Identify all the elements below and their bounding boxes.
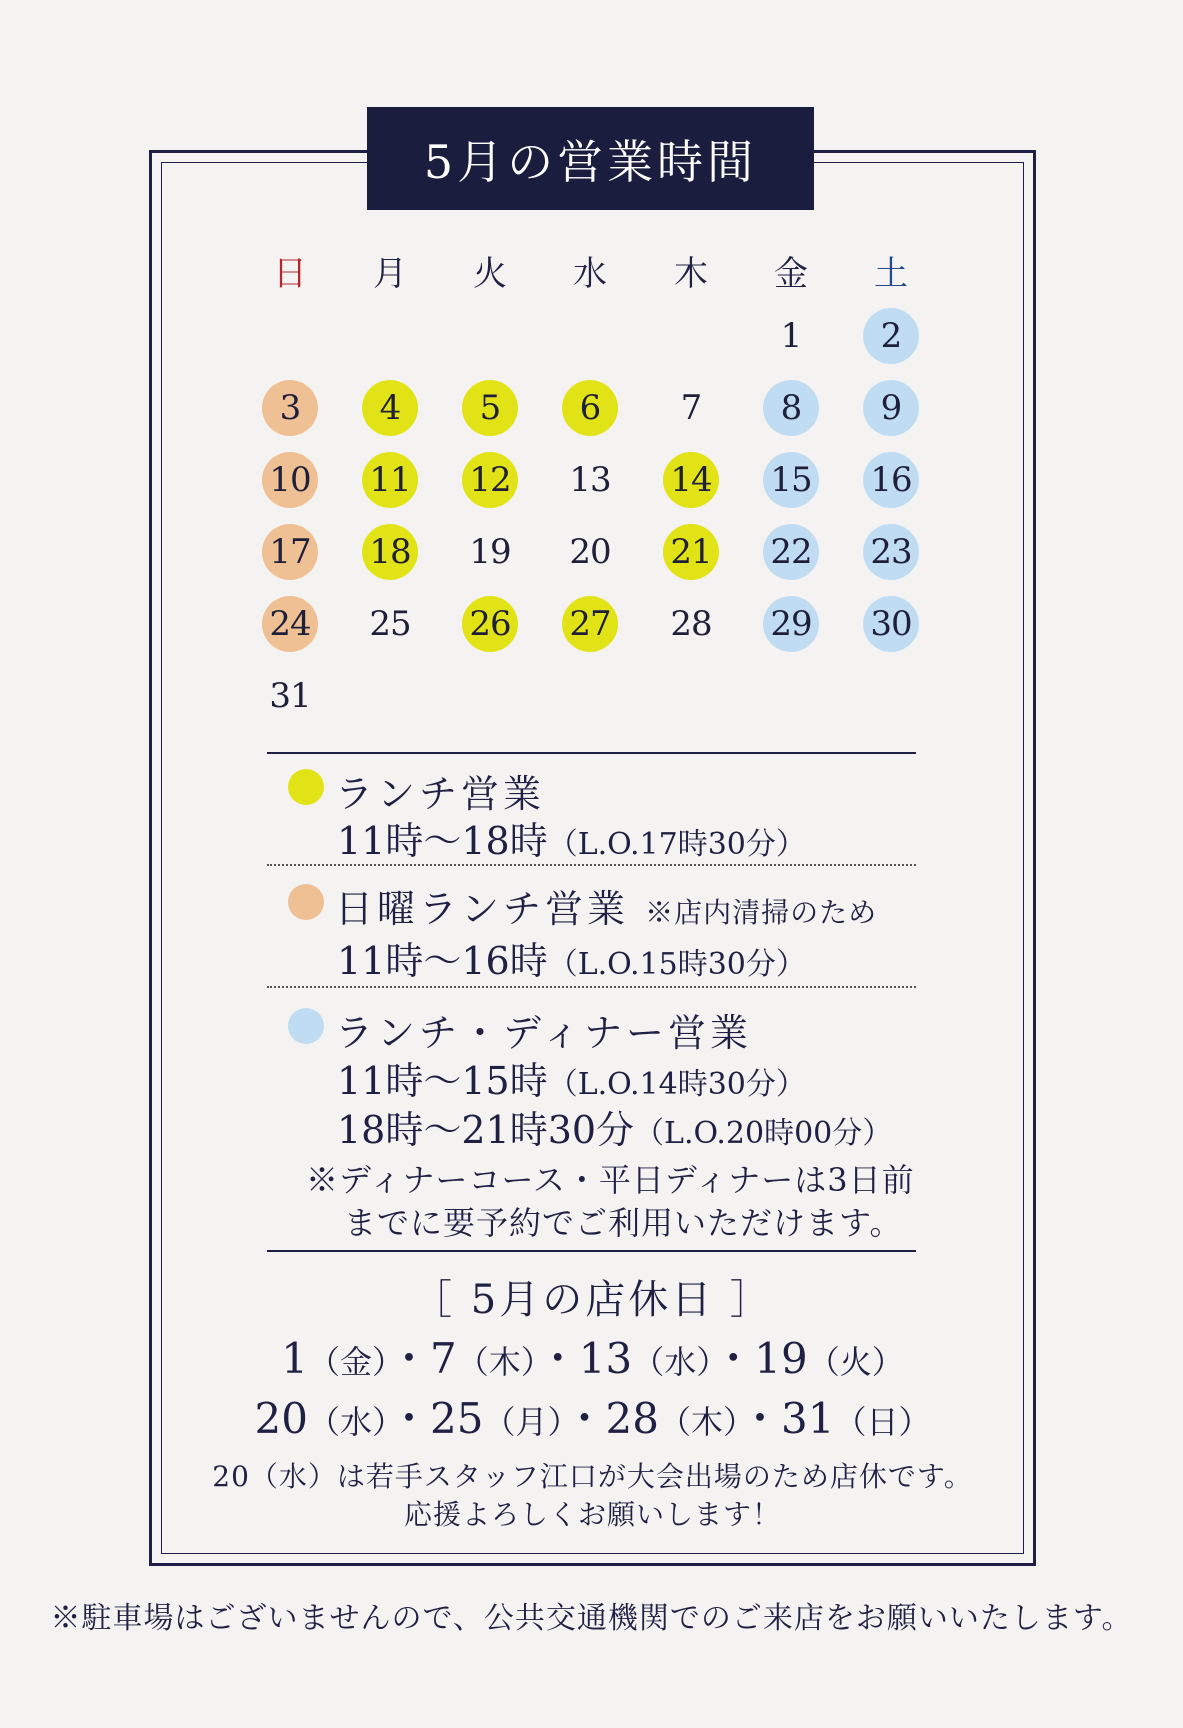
calendar-day-27: 27	[562, 596, 618, 652]
holiday-weekday: （水）	[307, 1403, 388, 1441]
calendar-day-31: 31	[269, 676, 311, 716]
closure-message-2: 応援よろしくお願いします！	[403, 1498, 781, 1531]
sunday-legend-dot	[288, 884, 324, 920]
weekday-label: 日	[273, 254, 307, 294]
sunday-legend-title-row	[335, 878, 877, 933]
calendar-day-9: 9	[863, 380, 919, 436]
dinner-hours-lunch: 11時〜15時	[337, 1059, 548, 1103]
holidays-line-1	[161, 1326, 1024, 1386]
calendar-day-6: 6	[562, 380, 618, 436]
sunday-legend-title: 日曜ランチ営業	[335, 887, 630, 931]
dinner-reservation-note-1: ※ディナーコース・平日ディナーは3日前	[306, 1161, 915, 1199]
page-title-text: 5月の営業時間	[423, 134, 758, 189]
holiday-weekday: （木）	[658, 1403, 739, 1441]
calendar-day-14: 14	[663, 452, 719, 508]
calendar-day-12: 12	[462, 452, 518, 508]
holiday-date: 25	[430, 1394, 484, 1443]
dinner-legend-hours-row-1	[337, 1050, 806, 1105]
calendar-day-11: 11	[362, 452, 418, 508]
calendar-day-15: 15	[763, 452, 819, 508]
calendar-day-25: 25	[369, 604, 411, 644]
calendar-day-23: 23	[863, 524, 919, 580]
holiday-date: 1	[281, 1334, 308, 1383]
dotted-divider	[267, 864, 916, 866]
calendar-day-4: 4	[362, 380, 418, 436]
calendar-day-3: 3	[262, 380, 318, 436]
lunch-legend-hours-row	[337, 810, 806, 865]
holiday-date: 13	[578, 1334, 633, 1383]
dotted-divider	[267, 986, 916, 988]
holiday-separator: ・	[563, 1394, 606, 1443]
holiday-separator: ・	[388, 1334, 431, 1383]
calendar-day-16: 16	[863, 452, 919, 508]
calendar-day-18: 18	[362, 524, 418, 580]
calendar-day-5: 5	[462, 380, 518, 436]
calendar-day-28: 28	[670, 604, 712, 644]
calendar-day-19: 19	[469, 532, 511, 572]
sunday-hours: 11時〜16時	[337, 939, 548, 983]
sunday-last-order: （L.O.15時30分）	[547, 947, 806, 982]
calendar-day-29: 29	[763, 596, 819, 652]
holiday-date: 20	[254, 1394, 308, 1443]
sunday-legend-note: ※店内清掃のため	[645, 896, 878, 929]
holiday-weekday: （日）	[834, 1403, 931, 1441]
divider	[267, 1250, 916, 1252]
page-title	[367, 107, 814, 210]
dinner-last-order-dinner: （L.O.20時00分）	[634, 1116, 893, 1151]
dinner-legend-dot	[288, 1008, 324, 1044]
weekday-label: 木	[674, 254, 708, 294]
weekday-label: 土	[874, 254, 908, 294]
holiday-date: 28	[605, 1394, 659, 1443]
weekday-label: 火	[473, 254, 507, 294]
holiday-weekday: （木）	[456, 1343, 537, 1381]
dinner-last-order-lunch: （L.O.14時30分）	[547, 1067, 806, 1102]
holiday-weekday: （金）	[307, 1343, 388, 1381]
holidays-line-2	[161, 1386, 1024, 1446]
calendar-day-8: 8	[763, 380, 819, 436]
divider	[267, 752, 916, 754]
dinner-legend-hours-row-2	[337, 1099, 892, 1154]
holiday-date: 7	[430, 1334, 457, 1383]
calendar-day-13: 13	[569, 460, 611, 500]
holidays-heading: ［ 5月の店休日 ］	[412, 1277, 773, 1323]
weekday-label: 水	[573, 254, 607, 294]
dinner-legend-title: ランチ・ディナー営業	[335, 1011, 752, 1055]
lunch-legend-title: ランチ営業	[335, 772, 546, 816]
calendar-day-30: 30	[863, 596, 919, 652]
lunch-legend-dot	[288, 769, 324, 805]
holiday-separator: ・	[388, 1394, 431, 1443]
calendar-day-26: 26	[462, 596, 518, 652]
holiday-separator: ・	[536, 1334, 579, 1383]
dinner-hours-dinner: 18時〜21時30分	[337, 1108, 635, 1152]
holiday-separator: ・	[712, 1334, 755, 1383]
sunday-legend-hours-row	[337, 930, 806, 985]
calendar-day-17: 17	[262, 524, 318, 580]
calendar-day-2: 2	[863, 308, 919, 364]
calendar-day-10: 10	[262, 452, 318, 508]
holiday-date: 31	[780, 1394, 835, 1443]
calendar-day-7: 7	[680, 388, 702, 428]
calendar-day-21: 21	[663, 524, 719, 580]
holiday-date: 19	[754, 1334, 808, 1383]
lunch-hours: 11時〜18時	[337, 819, 548, 863]
weekday-label: 金	[774, 254, 808, 294]
holiday-weekday: （火）	[807, 1343, 904, 1381]
calendar-day-20: 20	[569, 532, 611, 572]
weekday-label: 月	[373, 254, 407, 294]
calendar-day-22: 22	[763, 524, 819, 580]
holiday-weekday: （月）	[483, 1403, 564, 1441]
lunch-last-order: （L.O.17時30分）	[547, 827, 806, 862]
holiday-weekday: （水）	[632, 1343, 713, 1381]
calendar-day-24: 24	[262, 596, 318, 652]
holiday-separator: ・	[738, 1394, 781, 1443]
parking-footer-note: ※駐車場はございませんので、公共交通機関でのご来店をお願いいたします。	[50, 1601, 1133, 1636]
dinner-reservation-note-2: までに要予約でご利用いただけます。	[344, 1204, 903, 1242]
closure-message-1: 20（水）は若手スタッフ江口が大会出場のため店休です。	[212, 1460, 973, 1493]
calendar-day-1: 1	[780, 316, 802, 356]
